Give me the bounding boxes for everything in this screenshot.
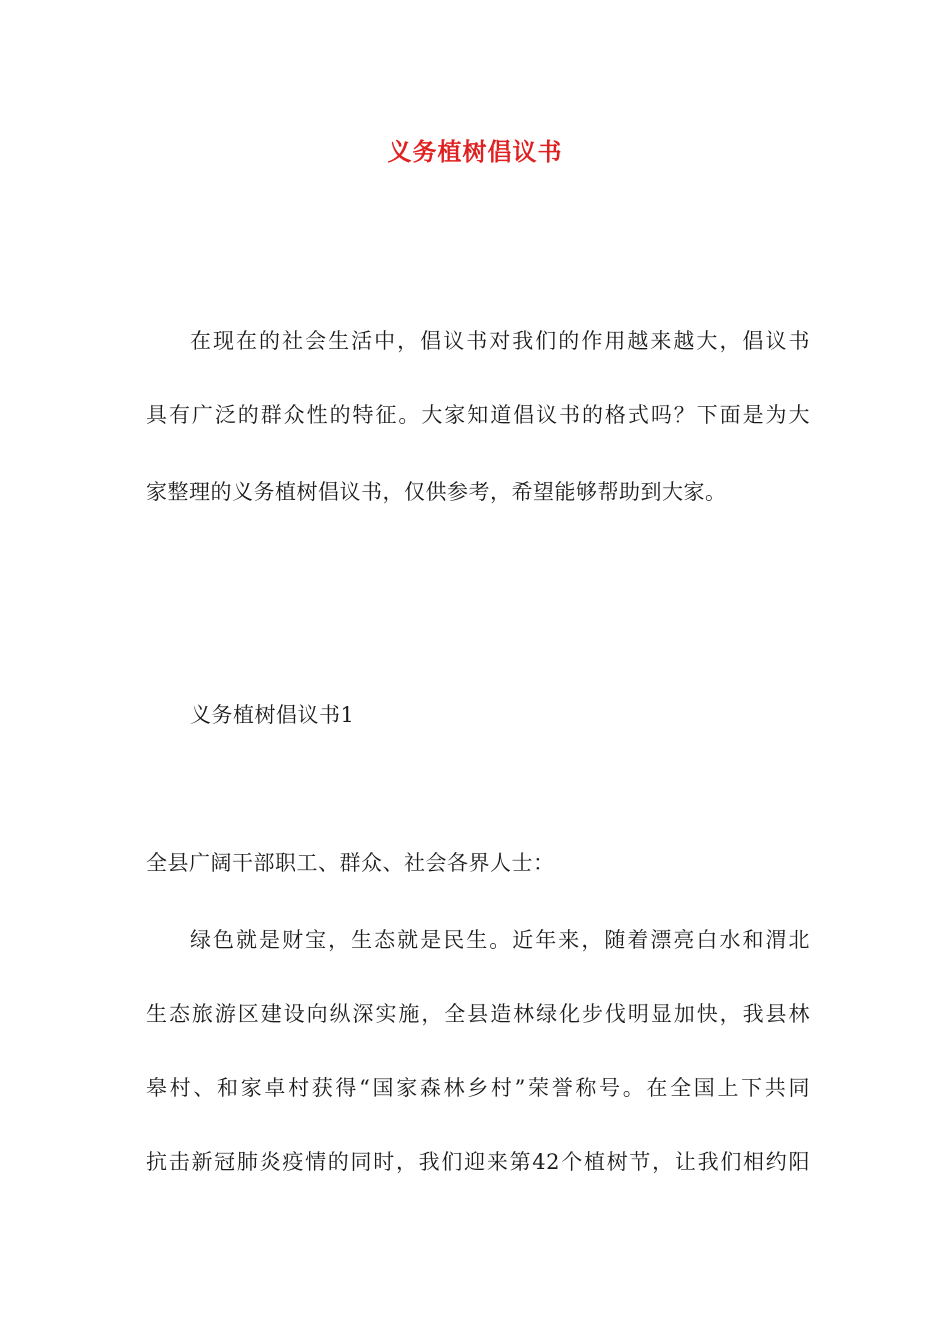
salutation: 全县广阔干部职工、群众、社会各界人士： [146, 851, 555, 875]
body-line-2: 生态旅游区建设向纵深实施，全县造林绿化步伐明显加快，我县林 [146, 1002, 810, 1026]
intro-line-1: 在现在的社会生活中，倡议书对我们的作用越来越大，倡议书 [190, 329, 810, 353]
body-line-4: 抗击新冠肺炎疫情的同时，我们迎来第42个植树节，让我们相约阳 [146, 1150, 810, 1174]
body-line-1: 绿色就是财宝，生态就是民生。近年来，随着漂亮白水和渭北 [190, 928, 810, 952]
intro-line-2: 具有广泛的群众性的特征。大家知道倡议书的格式吗？下面是为大 [146, 403, 810, 427]
section-heading: 义务植树倡议书1 [190, 703, 355, 727]
intro-line-3: 家整理的义务植树倡议书，仅供参考，希望能够帮助到大家。 [146, 480, 727, 504]
body-line-3: 皋村、和家卓村获得“国家森林乡村”荣誉称号。在全国上下共同 [146, 1076, 810, 1100]
document-title: 义务植树倡议书 [387, 137, 563, 166]
